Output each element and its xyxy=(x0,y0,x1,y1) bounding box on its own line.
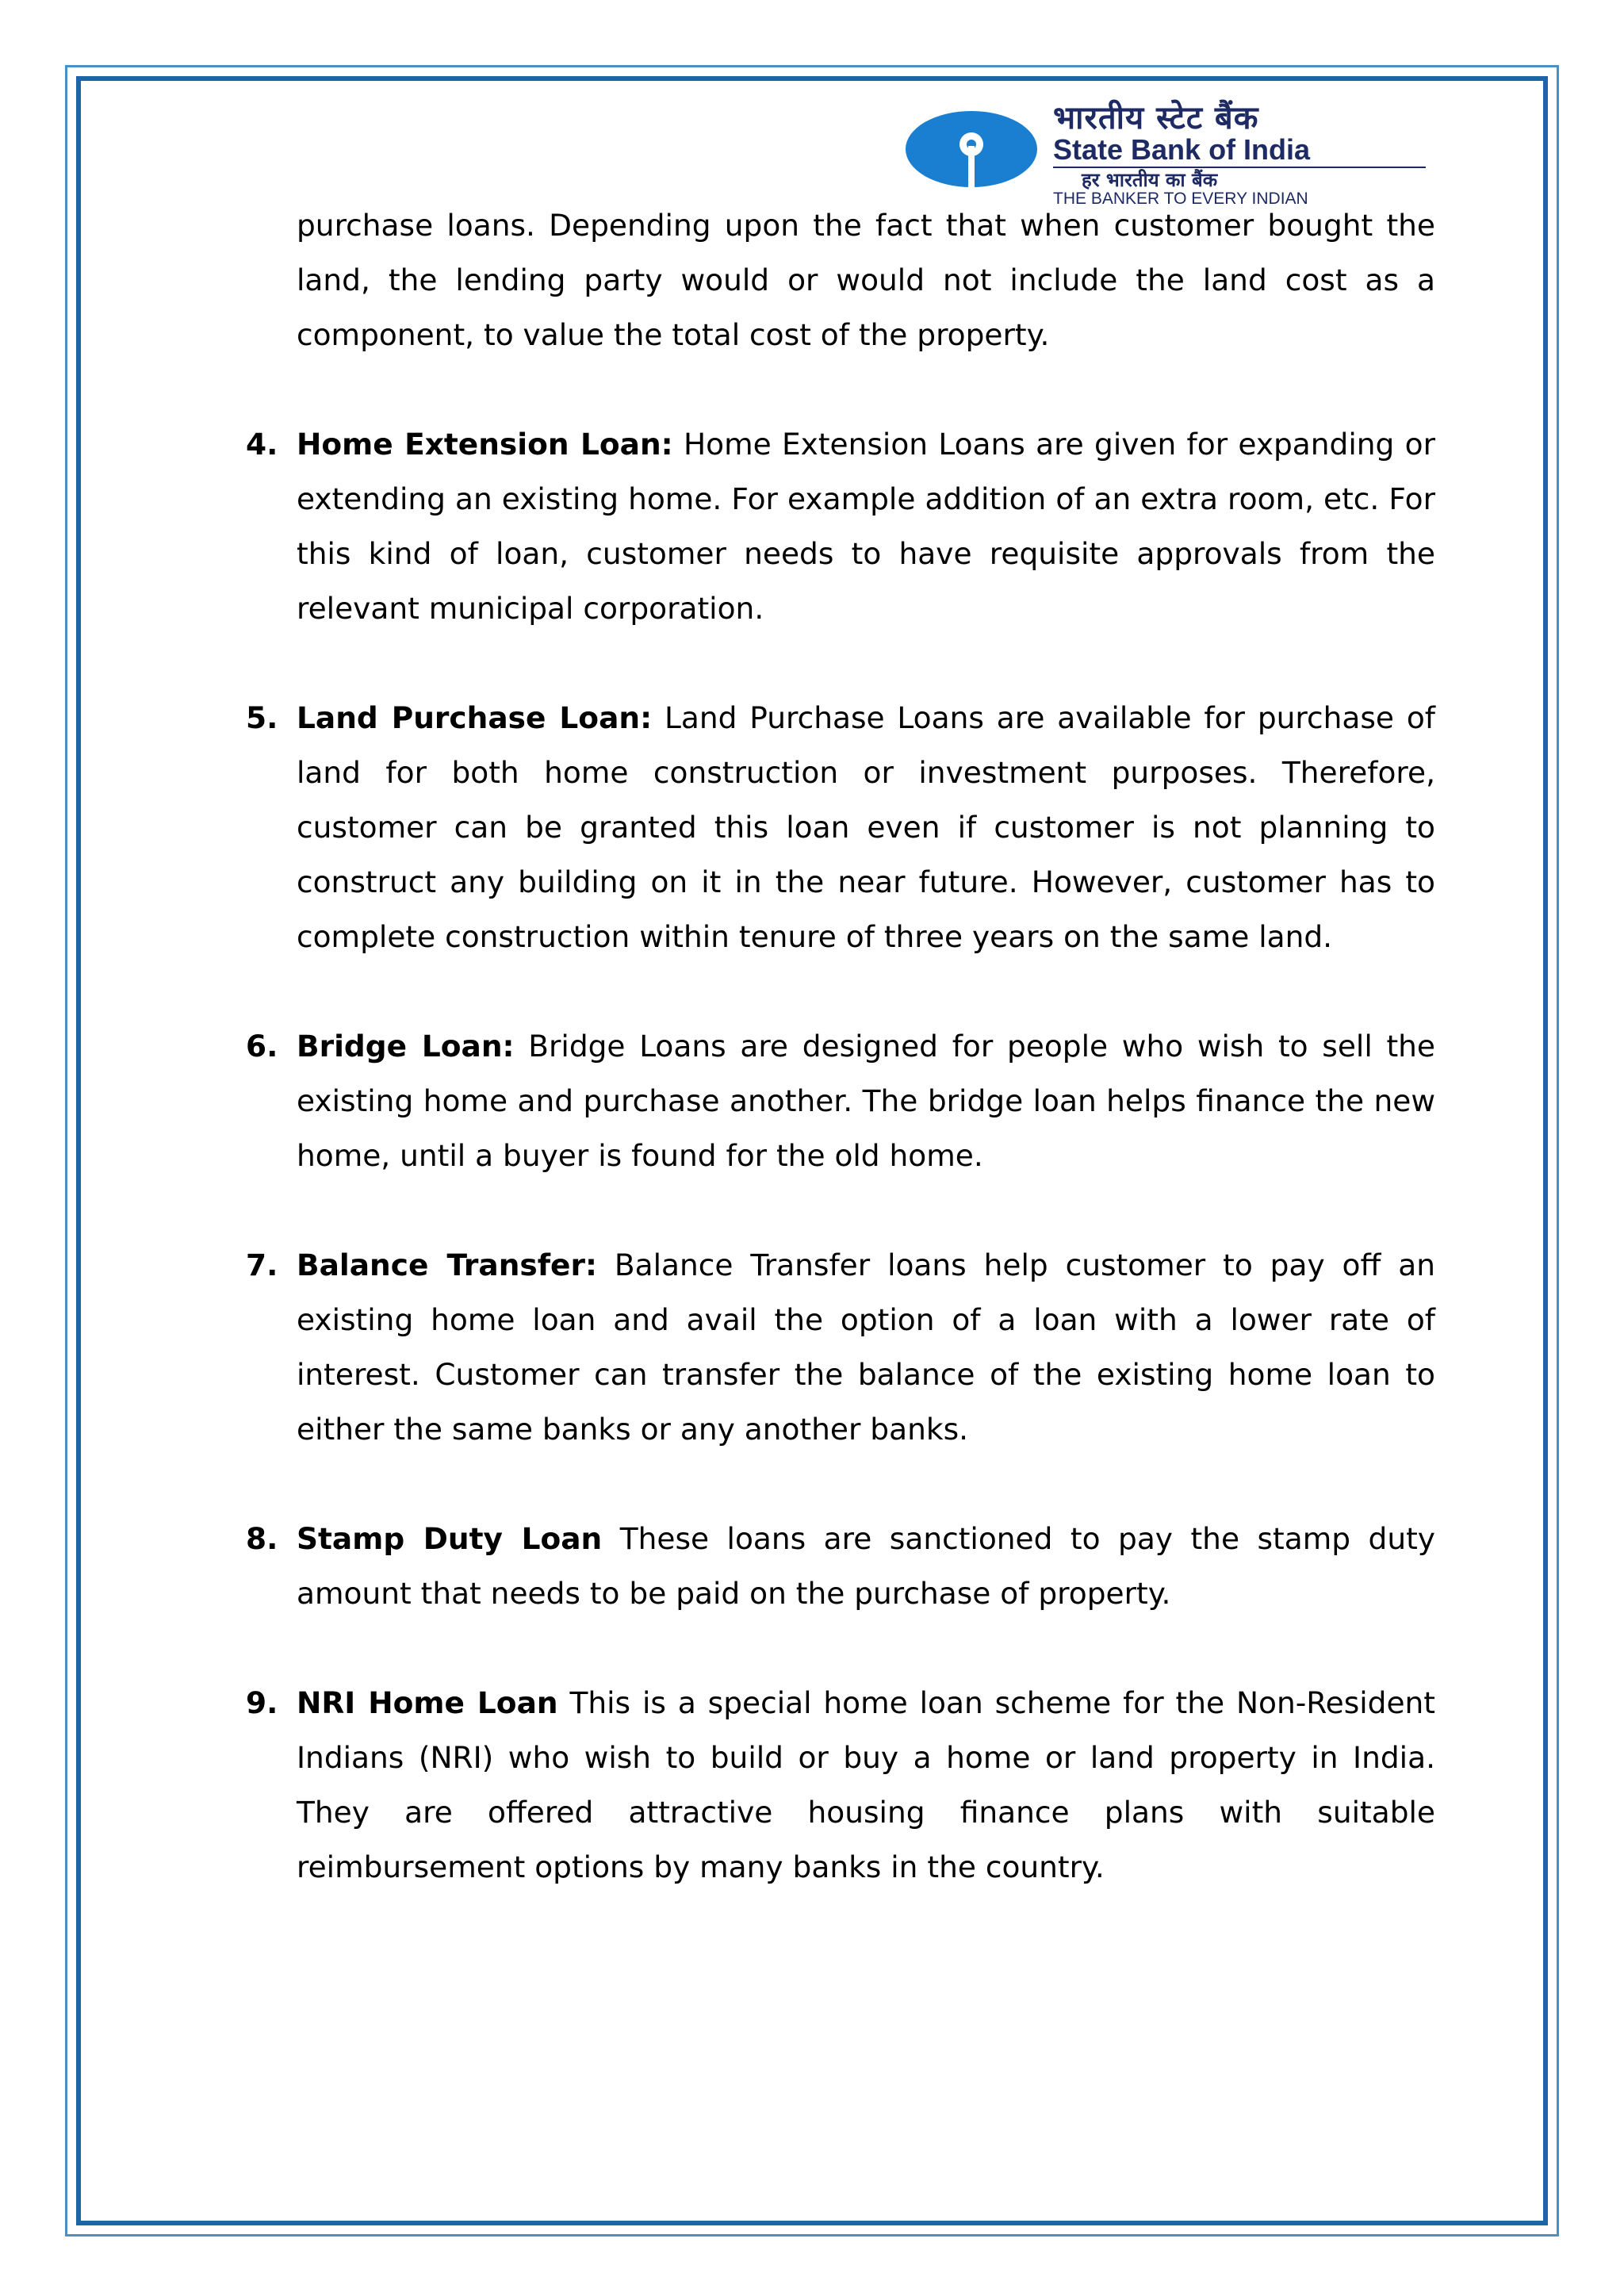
list-item xyxy=(246,1512,1435,1621)
item-text: Home Extension Loans are given for expanding or extending an existing home. For example addition of an extra room, etc. For this kind of loan, customer needs to have requisite approvals from the relevant municipal corporation. xyxy=(297,427,1435,626)
list-item xyxy=(246,1238,1435,1457)
item-title: Stamp Duty Loan xyxy=(297,1521,603,1556)
item-number: 4. xyxy=(246,427,278,462)
item-title: Bridge Loan: xyxy=(297,1029,515,1064)
logo-english-tagline: THE BANKER TO EVERY INDIAN xyxy=(1053,190,1308,208)
item-title: Home Extension Loan: xyxy=(297,427,673,462)
item-number: 5. xyxy=(246,700,278,735)
list-item xyxy=(246,691,1435,964)
item-text: These loans are sanctioned to pay the stamp duty amount that needs to be paid on the purchase of property. xyxy=(297,1521,1435,1611)
item-number: 9. xyxy=(246,1685,278,1720)
item-number: 8. xyxy=(246,1521,278,1556)
item-text: Balance Transfer loans help customer to pay off an existing home loan and avail the option of a loan with a lower rate of interest. Customer can transfer the balance of the existing home loan to either the same banks or any another banks. xyxy=(297,1248,1435,1447)
item-title: Balance Transfer: xyxy=(297,1248,597,1282)
item-number: 6. xyxy=(246,1029,278,1064)
logo-english-name: State Bank of India xyxy=(1053,133,1311,166)
list-item xyxy=(246,1676,1435,1895)
logo-hindi-name: भारतीय स्टेट बैंक xyxy=(1053,100,1259,136)
item-number: 7. xyxy=(246,1248,278,1282)
intro-paragraph xyxy=(246,198,1435,362)
logo-text-block xyxy=(1053,102,1426,208)
item-text: This is a special home loan scheme for the Non-Resident Indians (NRI) who wish to build or buy a home or land property in India. They are offered attractive housing finance plans with suitable reimbursement options by many banks in the country. xyxy=(297,1685,1435,1884)
list-item xyxy=(246,417,1435,636)
item-title: Land Purchase Loan: xyxy=(297,700,653,735)
item-title: NRI Home Loan xyxy=(297,1685,558,1720)
item-text: Bridge Loans are designed for people who wish to sell the existing home and purchase another. The bridge loan helps finance the new home, until a buyer is found for the old home. xyxy=(297,1029,1435,1173)
item-text: Land Purchase Loans are available for purchase of land for both home construction or investment purposes. Therefore, customer can be granted this loan even if customer is not planning to construct any building on it in the near future. However, customer has to complete construction within tenure of three years on the same land. xyxy=(297,700,1435,954)
sbi-emblem-icon xyxy=(904,109,1039,189)
intro-text: purchase loans. Depending upon the fact that when customer bought the land, the lending party would or would not include the land cost as a component, to value the total cost of the property. xyxy=(297,208,1435,352)
sbi-logo xyxy=(904,100,1427,208)
document-body xyxy=(246,198,1435,1895)
logo-hindi-tagline: हर भारतीय का बैंक xyxy=(1082,169,1218,191)
logo-divider xyxy=(1053,167,1426,168)
list-item xyxy=(246,1019,1435,1183)
